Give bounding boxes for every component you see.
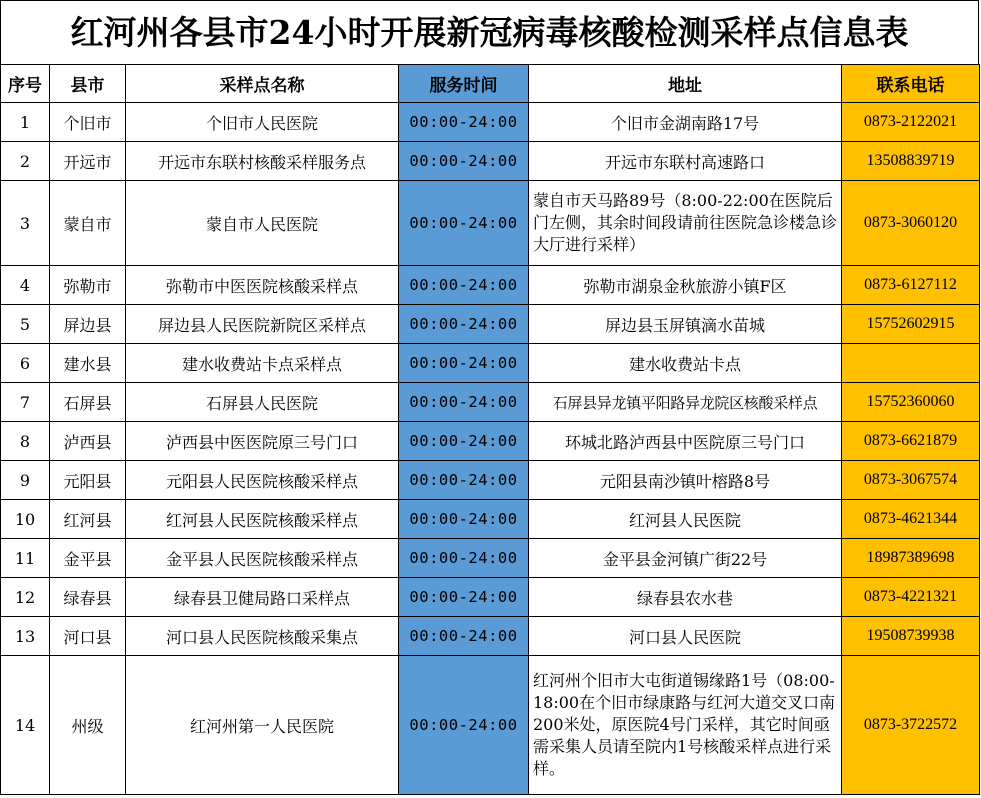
cell-site[interactable]: 开远市东联村核酸采样服务点: [126, 142, 399, 181]
cell-no[interactable]: 7: [1, 383, 50, 422]
cell-address[interactable]: 建水收费站卡点: [529, 344, 842, 383]
table-row: [1, 103, 980, 142]
cell-address[interactable]: 红河县人民医院: [529, 500, 842, 539]
cell-phone[interactable]: [842, 344, 980, 383]
cell-time[interactable]: 00:00-24:00: [399, 500, 529, 539]
cell-time[interactable]: 00:00-24:00: [399, 578, 529, 617]
cell-county[interactable]: 红河县: [50, 500, 126, 539]
cell-address[interactable]: 蒙自市天马路89号（8:00-22:00在医院后门左侧，其余时间段请前往医院急诊楼急诊大厅进行采样）: [529, 181, 842, 266]
cell-address[interactable]: 石屏县异龙镇平阳路异龙院区核酸采样点: [529, 383, 842, 422]
cell-address[interactable]: 绿春县农水巷: [529, 578, 842, 617]
cell-address[interactable]: 环城北路泸西县中医院原三号门口: [529, 422, 842, 461]
header-phone: 联系电话: [842, 65, 980, 103]
cell-no[interactable]: 14: [1, 656, 50, 795]
cell-no[interactable]: 13: [1, 617, 50, 656]
cell-phone[interactable]: 0873-2122021: [842, 103, 980, 142]
cell-phone[interactable]: 15752360060: [842, 383, 980, 422]
cell-time[interactable]: 00:00-24:00: [399, 539, 529, 578]
header-no: 序号: [1, 65, 50, 103]
cell-site[interactable]: 建水收费站卡点采样点: [126, 344, 399, 383]
cell-site[interactable]: 个旧市人民医院: [126, 103, 399, 142]
cell-address[interactable]: 河口县人民医院: [529, 617, 842, 656]
cell-county[interactable]: 河口县: [50, 617, 126, 656]
table-row: [1, 422, 980, 461]
cell-time[interactable]: 00:00-24:00: [399, 344, 529, 383]
cell-site[interactable]: 绿春县卫健局路口采样点: [126, 578, 399, 617]
cell-site[interactable]: 红河州第一人民医院: [126, 656, 399, 795]
cell-address[interactable]: 元阳县南沙镇叶榕路8号: [529, 461, 842, 500]
cell-site[interactable]: 河口县人民医院核酸采集点: [126, 617, 399, 656]
cell-county[interactable]: 个旧市: [50, 103, 126, 142]
cell-phone[interactable]: 18987389698: [842, 539, 980, 578]
table-row: [1, 181, 980, 266]
table-row: [1, 344, 980, 383]
cell-no[interactable]: 8: [1, 422, 50, 461]
cell-no[interactable]: 2: [1, 142, 50, 181]
cell-county[interactable]: 元阳县: [50, 461, 126, 500]
table-row: [1, 539, 980, 578]
cell-address[interactable]: 个旧市金湖南路17号: [529, 103, 842, 142]
header-site: 采样点名称: [126, 65, 399, 103]
table-row: [1, 461, 980, 500]
cell-county[interactable]: 金平县: [50, 539, 126, 578]
cell-site[interactable]: 元阳县人民医院核酸采样点: [126, 461, 399, 500]
cell-site[interactable]: 蒙自市人民医院: [126, 181, 399, 266]
table-row: [1, 617, 980, 656]
cell-time[interactable]: 00:00-24:00: [399, 103, 529, 142]
cell-phone[interactable]: 0873-3722572: [842, 656, 980, 795]
sampling-sites-table: [0, 64, 980, 795]
cell-phone[interactable]: 0873-3060120: [842, 181, 980, 266]
cell-address[interactable]: 弥勒市湖泉金秋旅游小镇F区: [529, 266, 842, 305]
page-title: 红河州各县市24小时开展新冠病毒核酸检测采样点信息表: [0, 0, 979, 64]
cell-address[interactable]: 开远市东联村高速路口: [529, 142, 842, 181]
table-row: [1, 656, 980, 795]
table-row: [1, 383, 980, 422]
cell-phone[interactable]: 0873-4621344: [842, 500, 980, 539]
cell-site[interactable]: 金平县人民医院核酸采样点: [126, 539, 399, 578]
cell-site[interactable]: 弥勒市中医医院核酸采样点: [126, 266, 399, 305]
cell-phone[interactable]: 0873-3067574: [842, 461, 980, 500]
table-row: [1, 142, 980, 181]
cell-phone[interactable]: 15752602915: [842, 305, 980, 344]
cell-site[interactable]: 石屏县人民医院: [126, 383, 399, 422]
cell-no[interactable]: 3: [1, 181, 50, 266]
cell-no[interactable]: 4: [1, 266, 50, 305]
cell-time[interactable]: 00:00-24:00: [399, 617, 529, 656]
cell-site[interactable]: 红河县人民医院核酸采样点: [126, 500, 399, 539]
cell-county[interactable]: 州级: [50, 656, 126, 795]
cell-no[interactable]: 9: [1, 461, 50, 500]
cell-no[interactable]: 11: [1, 539, 50, 578]
cell-address[interactable]: 金平县金河镇广街22号: [529, 539, 842, 578]
cell-county[interactable]: 建水县: [50, 344, 126, 383]
cell-site[interactable]: 屏边县人民医院新院区采样点: [126, 305, 399, 344]
cell-phone[interactable]: 19508739938: [842, 617, 980, 656]
cell-county[interactable]: 弥勒市: [50, 266, 126, 305]
cell-time[interactable]: 00:00-24:00: [399, 305, 529, 344]
header-address: 地址: [529, 65, 842, 103]
cell-phone[interactable]: 0873-4221321: [842, 578, 980, 617]
header-county: 县市: [50, 65, 126, 103]
cell-county[interactable]: 泸西县: [50, 422, 126, 461]
cell-time[interactable]: 00:00-24:00: [399, 142, 529, 181]
table-row: [1, 500, 980, 539]
cell-phone[interactable]: 13508839719: [842, 142, 980, 181]
cell-no[interactable]: 10: [1, 500, 50, 539]
cell-county[interactable]: 开远市: [50, 142, 126, 181]
table-row: [1, 266, 980, 305]
cell-phone[interactable]: 0873-6621879: [842, 422, 980, 461]
cell-phone[interactable]: 0873-6127112: [842, 266, 980, 305]
cell-time[interactable]: 00:00-24:00: [399, 461, 529, 500]
cell-county[interactable]: 绿春县: [50, 578, 126, 617]
cell-address[interactable]: 屏边县玉屏镇滴水苗城: [529, 305, 842, 344]
cell-time[interactable]: 00:00-24:00: [399, 383, 529, 422]
cell-no[interactable]: 12: [1, 578, 50, 617]
cell-no[interactable]: 6: [1, 344, 50, 383]
cell-no[interactable]: 1: [1, 103, 50, 142]
cell-county[interactable]: 屏边县: [50, 305, 126, 344]
cell-county[interactable]: 蒙自市: [50, 181, 126, 266]
cell-site[interactable]: 泸西县中医医院原三号门口: [126, 422, 399, 461]
header-row: [1, 65, 980, 103]
cell-time[interactable]: 00:00-24:00: [399, 181, 529, 266]
table-row: [1, 305, 980, 344]
header-time: 服务时间: [399, 65, 529, 103]
cell-time[interactable]: 00:00-24:00: [399, 422, 529, 461]
cell-time[interactable]: 00:00-24:00: [399, 266, 529, 305]
cell-county[interactable]: 石屏县: [50, 383, 126, 422]
cell-address[interactable]: 红河州个旧市大屯街道锡缘路1号（08:00-18:00在个旧市绿康路与红河大道交叉口南200米处，原医院4号门采样，其它时间亟需采集人员请至院内1号核酸采样点进行采样。: [529, 656, 842, 795]
cell-no[interactable]: 5: [1, 305, 50, 344]
cell-time[interactable]: 00:00-24:00: [399, 656, 529, 795]
table-row: [1, 578, 980, 617]
